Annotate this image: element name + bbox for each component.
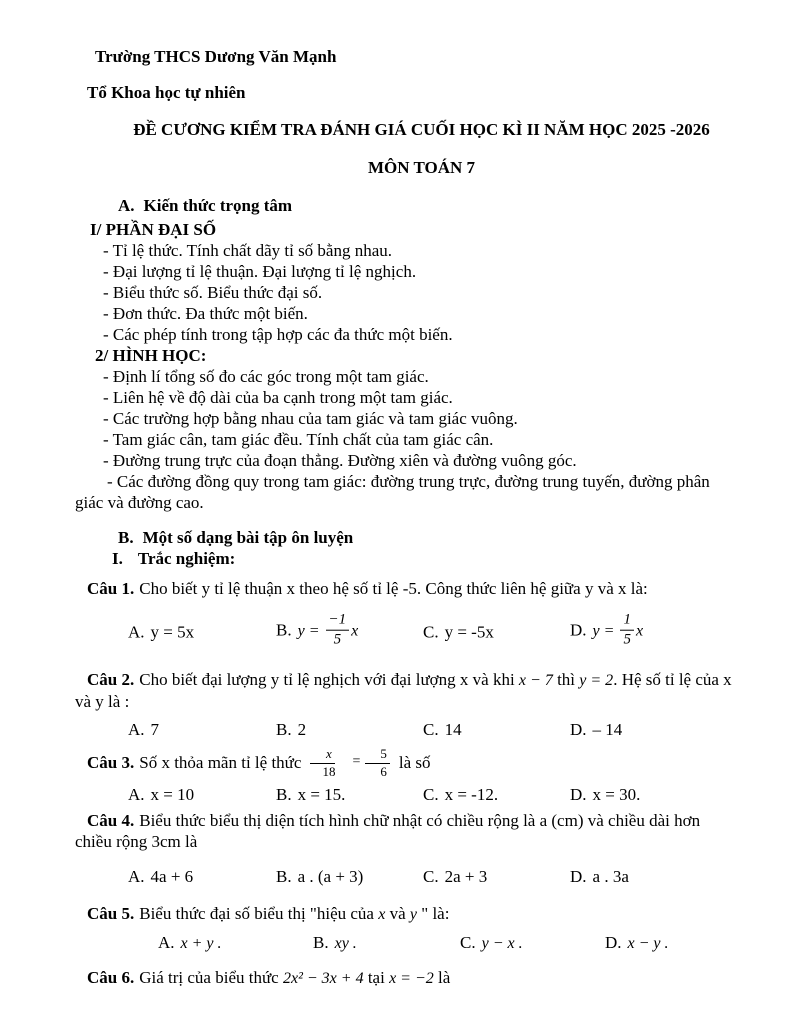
option-text: x = 15. [297, 785, 346, 804]
algebra-item: - Đại lượng tỉ lệ thuận. Đại lượng tỉ lệ nghịch. [103, 262, 417, 281]
section-a-title: Kiến thức trọng tâm [143, 196, 293, 215]
inline-math: y = 2 [579, 672, 614, 689]
option-key: D. [570, 867, 587, 886]
option-key: D. [570, 620, 587, 640]
geometry-heading: 2/ HÌNH HỌC: [95, 346, 207, 365]
inline-math: x = −2 [389, 970, 434, 987]
question-5 [75, 903, 732, 953]
geometry-item: - Liên hệ về độ dài của ba cạnh trong một tam giác. [103, 388, 453, 407]
fraction [620, 612, 634, 649]
inline-math: y [409, 906, 417, 923]
option-d [570, 719, 622, 740]
option-b [276, 611, 359, 651]
quiz-title: Trắc nghiệm: [137, 549, 236, 568]
question-5-options [75, 932, 732, 953]
algebra-item: - Tỉ lệ thức. Tính chất dãy tỉ số bằng nhau. [103, 241, 393, 260]
algebra-item: - Các phép tính trong tập hợp các đa thức một biến. [103, 325, 453, 344]
geometry-item: - Tam giác cân, tam giác đều. Tính chất của tam giác cân. [103, 430, 494, 449]
question-5-label: Câu 5. [87, 904, 135, 923]
question-6-label: Câu 6. [87, 968, 135, 987]
question-6-body: là [433, 968, 451, 987]
proportion-formula [308, 745, 391, 779]
option-b [276, 866, 363, 887]
section-b-heading [118, 527, 732, 548]
question-3-body: là số [398, 753, 431, 772]
option-formula: x − y . [627, 935, 669, 952]
inline-math: x [378, 906, 386, 923]
algebra-item: - Đơn thức. Đa thức một biến. [103, 304, 308, 323]
question-3-text [75, 744, 732, 782]
option-key: C. [423, 785, 439, 804]
fraction-numerator: 5 [365, 747, 390, 764]
formula-prefix: y = [592, 622, 619, 640]
option-a [128, 719, 159, 740]
option-a [128, 622, 194, 643]
option-c [423, 719, 462, 740]
algebra-heading: I/ PHẦN ĐẠI SỐ [90, 220, 217, 239]
option-c [460, 932, 523, 954]
fraction-denominator: 5 [333, 631, 342, 648]
quiz-label: I. [112, 549, 123, 568]
fraction-denominator: 18 [322, 763, 336, 779]
option-b [276, 784, 345, 805]
fraction-numerator: −1 [326, 612, 350, 631]
question-4-label: Câu 4. [87, 811, 135, 830]
geometry-item: - Định lí tổng số đo các góc trong một tam giác. [103, 367, 429, 386]
option-key: A. [158, 933, 175, 952]
option-key: B. [276, 785, 292, 804]
option-formula: xy . [334, 935, 357, 952]
geometry-item: - Đường trung trực của đoạn thẳng. Đường xiên và đường vuông góc. [103, 451, 577, 470]
algebra-item: - Biểu thức số. Biểu thức đại số. [103, 283, 323, 302]
option-text: 4a + 6 [150, 867, 194, 886]
question-5-text [75, 903, 732, 925]
option-d [570, 784, 640, 805]
quiz-heading [112, 548, 732, 569]
option-text: 2a + 3 [444, 867, 488, 886]
question-2-body: thì [552, 670, 580, 689]
option-c [423, 866, 487, 887]
option-key: B. [276, 720, 292, 739]
option-key: A. [128, 867, 145, 886]
option-formula: y − x . [481, 935, 523, 952]
option-text: x = -12. [444, 785, 499, 804]
option-text: – 14 [592, 720, 623, 739]
option-text: x = 10 [150, 785, 195, 804]
question-2 [75, 669, 732, 740]
option-a [128, 784, 194, 805]
question-4-text [75, 810, 732, 852]
option-key: C. [460, 933, 476, 952]
department-name: Tổ Khoa học tự nhiên [87, 83, 246, 102]
section-a-label: A. [118, 196, 135, 215]
formula-suffix: x [635, 622, 644, 640]
option-d [605, 932, 669, 954]
question-3-label: Câu 3. [87, 753, 135, 772]
inline-math: 2x² − 3x + 4 [282, 970, 364, 987]
option-key: B. [276, 867, 292, 886]
option-text: 2 [297, 720, 307, 739]
option-a [158, 932, 222, 954]
option-key: C. [423, 622, 439, 642]
question-5-body: " là: [417, 904, 450, 923]
fraction-denominator: 6 [380, 763, 387, 779]
option-key: C. [423, 720, 439, 739]
option-c [423, 784, 498, 805]
document-title: ĐỀ CƯƠNG KIỂM TRA ĐÁNH GIÁ CUỐI HỌC KÌ II NĂM HỌC 2025 -2026 [133, 120, 710, 139]
option-text: 7 [150, 720, 160, 739]
question-3-options [75, 784, 732, 805]
question-6-body: tại [363, 968, 390, 987]
option-a [128, 866, 193, 887]
option-key: A. [128, 720, 145, 739]
question-3 [75, 744, 732, 805]
option-key: A. [128, 785, 145, 804]
formula-prefix: y = [297, 622, 324, 640]
section-a-heading [118, 195, 732, 216]
question-6 [75, 967, 732, 989]
inline-math: x − 7 [518, 672, 553, 689]
option-key: B. [313, 933, 329, 952]
option-text: 14 [444, 720, 462, 739]
section-b-title: Một số dạng bài tập ôn luyện [142, 528, 354, 547]
option-formula: x + y . [180, 935, 222, 952]
fraction-numerator: 1 [620, 612, 634, 631]
question-3-body: Số x thỏa mãn tỉ lệ thức [139, 753, 302, 772]
fraction [365, 747, 390, 780]
question-2-options [75, 719, 732, 740]
section-b-label: B. [118, 528, 134, 547]
question-4-options [75, 866, 732, 887]
question-1-text [75, 578, 732, 599]
equals-sign: = [352, 754, 361, 770]
geometry-item: - Các đường đồng quy trong tam giác: đường trung trực, đường trung tuyến, đường phân giác và đường cao. [75, 472, 710, 512]
option-text: x = 30. [592, 785, 641, 804]
question-4-body: Biểu thức biểu thị diện tích hình chữ nhật có chiều rộng là a (cm) và chiều dài hơn chiều rộng 3cm là [75, 811, 701, 851]
formula-suffix: x [351, 622, 359, 640]
fraction-numerator: x [310, 747, 335, 764]
geometry-item: - Các trường hợp bằng nhau của tam giác và tam giác vuông. [103, 409, 518, 428]
question-1 [75, 578, 732, 657]
option-text: y = 5x [150, 622, 195, 642]
fraction [310, 747, 335, 780]
option-b [276, 719, 306, 740]
question-1-body: Cho biết y tỉ lệ thuận x theo hệ số tỉ lệ -5. Công thức liên hệ giữa y và x là: [139, 579, 648, 598]
question-4 [75, 810, 732, 887]
question-1-label: Câu 1. [87, 579, 135, 598]
question-2-body: . Hệ số tỉ lệ của x và y là : [75, 670, 732, 711]
question-2-body: Cho biết đại lượng y tỉ lệ nghịch với đại lượng x và khi [139, 670, 519, 689]
option-formula [297, 611, 359, 648]
option-key: B. [276, 620, 292, 640]
question-6-body: Giá trị của biểu thức [139, 968, 283, 987]
question-5-body: và [385, 904, 410, 923]
question-5-body: Biểu thức đại số biểu thị "hiệu của [139, 904, 379, 923]
option-b [313, 932, 357, 954]
school-name: Trường THCS Dương Văn Mạnh [95, 47, 337, 66]
subject-title: MÔN TOÁN 7 [367, 158, 476, 177]
option-text: a . 3a [592, 867, 629, 886]
option-d [570, 866, 629, 887]
option-c [423, 622, 494, 643]
option-text: y = -5x [444, 622, 494, 642]
option-key: A. [128, 622, 145, 642]
option-text: a . (a + 3) [297, 867, 364, 886]
option-formula [592, 611, 644, 648]
option-key: D. [570, 720, 587, 739]
fraction [326, 612, 350, 649]
question-2-label: Câu 2. [87, 670, 135, 689]
option-d [570, 611, 644, 651]
option-key: D. [605, 933, 622, 952]
question-6-text [75, 967, 732, 989]
question-1-options [75, 607, 732, 657]
fraction-denominator: 5 [623, 631, 631, 648]
question-2-text [75, 669, 732, 712]
option-key: C. [423, 867, 439, 886]
option-key: D. [570, 785, 587, 804]
